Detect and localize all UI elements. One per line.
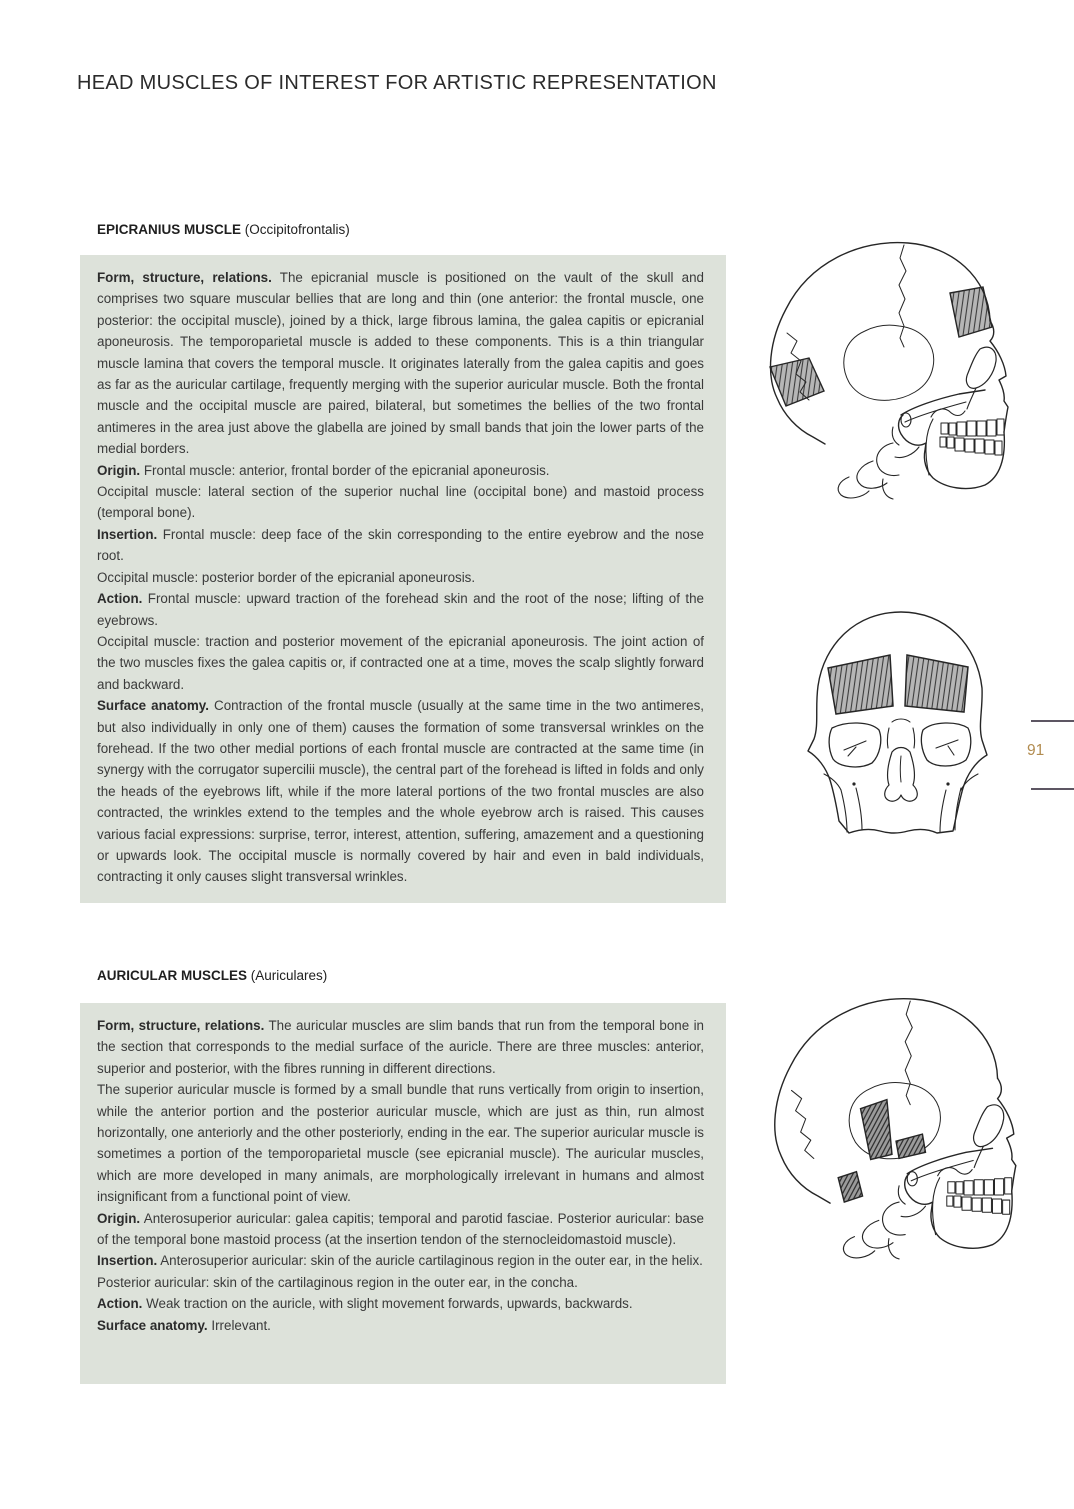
paragraph-text: Irrelevant. xyxy=(207,1317,271,1333)
paragraph-text: The epicranial muscle is positioned on the vault of the skull and comprises two square muscular bellies that are long and thin (one anterior: the frontal muscle, one posterior: the occipital muscle), joined by a thick, large fibrous lamina, the galea capitis or epicranial aponeurosis. The temporoparietal muscle is added to these components. This is a thin triangular muscle lamina that covers the temporal muscle. It originates laterally from the galea capitis and goes as far as the auricular cartilage, frequently merging with the superior auricular muscle. Both the frontal muscle and the occipital muscle are paired, bilateral, but sometimes the bellies of the two frontal antimeres in the area just above the glabella are joined by small bands that join the lower parts of the medial borders. xyxy=(97,270,704,457)
paragraph xyxy=(97,588,704,631)
paragraph xyxy=(97,1079,704,1207)
paragraph-text: The superior auricular muscle is formed by a small bundle that runs vertically from origin to insertion, while the anterior portion and the posterior auricular muscle, which are just as thin, run almost horizontally, one anteriorly and the other posteriorly, ending in the ear. The superior auricular muscle is sometimes a portion of the temporoparietal muscle (see epicranial muscle). The auricular muscles, which are more developed in many animals, are morphologically irrelevant in humans and almost insignificant from a functional point of view. xyxy=(97,1082,704,1205)
paragraph xyxy=(97,1315,704,1336)
paragraph-text: Occipital muscle: lateral section of the superior nuchal line (occipital bone) and mastoid process (temporal bone). xyxy=(97,484,704,521)
skull-lateral-epicranius-figure xyxy=(753,231,1021,509)
paragraph-lead: Insertion. xyxy=(97,526,158,542)
section-heading-epicranius xyxy=(97,222,717,237)
page-number: 91 xyxy=(1027,742,1045,759)
paragraph-text: Contraction of the frontal muscle (usually at the same time in the two antimeres, but also individually in only one of them) causes the formation of some transversal wrinkles on the forehead. If the two other medial portions of each frontal muscle are contracted at the same time (in synergy with the corrugator supercilii muscle), the central part of the forehead is lifted in folds and only the heads of the eyebrows lift, while if the more lateral portions of the two frontal muscles are also contracted, the wrinkles extend to the temples and the whole eyebrow arch is raised. This causes various facial expressions: surprise, terror, interest, attention, suffering, amazement and a questioning or upwards look. The occipital muscle is normally covered by hair and even in bald individuals, contracting it only causes slight transversal wrinkles. xyxy=(97,698,704,885)
frontal-muscle-patch xyxy=(950,287,992,337)
paragraph-lead: Form, structure, relations. xyxy=(97,270,272,285)
epicranius-text-panel xyxy=(80,255,726,903)
paragraph xyxy=(97,695,704,888)
paragraph-lead: Insertion. xyxy=(97,1253,158,1269)
paragraph xyxy=(97,1293,704,1314)
skull-frontal-illustration xyxy=(776,578,1026,878)
section-heading-auricular-latin: (Auriculares) xyxy=(247,968,328,983)
paragraph xyxy=(97,1250,704,1271)
skull-lateral-auricular-figure xyxy=(757,986,1029,1270)
paragraph-lead: Origin. xyxy=(97,462,141,478)
frontal-muscle-left-patch xyxy=(828,655,893,714)
section-heading-epicranius-latin: (Occipitofrontalis) xyxy=(241,222,350,237)
paragraph-text: Anterosuperior auricular: skin of the auricle cartilaginous region in the outer ear, in the helix. xyxy=(157,1253,703,1269)
paragraph xyxy=(97,460,704,481)
margin-rule-top xyxy=(1031,720,1074,722)
paragraph-lead: Origin. xyxy=(97,1210,141,1226)
paragraph-text: The auricular muscles are slim bands that run from the temporal bone in the section that corresponds to the medial surface of the auricle. There are three muscles: anterior, superior and posterior, with the fibres running in different directions. xyxy=(97,1018,704,1076)
paragraph xyxy=(97,524,704,567)
skull-frontal-epicranius-figure xyxy=(776,578,1026,878)
paragraph xyxy=(97,631,704,695)
paragraph-lead: Action. xyxy=(97,1296,143,1312)
paragraph xyxy=(97,481,704,524)
paragraph-lead: Action. xyxy=(97,591,143,607)
skull-lateral-illustration xyxy=(753,231,1021,509)
paragraph xyxy=(97,267,704,460)
paragraph-text: Weak traction on the auricle, with slight movement forwards, upwards, backwards. xyxy=(142,1296,633,1312)
posterior-auricular-muscle-patch xyxy=(838,1172,862,1202)
paragraph xyxy=(97,567,704,588)
anterior-auricular-muscle-patch xyxy=(896,1134,925,1158)
paragraph-text: Frontal muscle: deep face of the skin corresponding to the entire eyebrow and the nose root. xyxy=(97,526,704,564)
paragraph-text: Occipital muscle: posterior border of the epicranial aponeurosis. xyxy=(97,569,476,585)
auricular-text-panel xyxy=(80,1003,726,1384)
skull-lateral-illustration xyxy=(757,986,1029,1270)
section-heading-auricular-name: AURICULAR MUSCLES xyxy=(97,968,247,983)
superior-auricular-muscle-patch xyxy=(861,1100,892,1160)
section-heading-auricular xyxy=(97,968,717,983)
margin-rule-bottom xyxy=(1031,788,1074,790)
paragraph xyxy=(97,1272,704,1293)
paragraph-text: Occipital muscle: traction and posterior movement of the epicranial aponeurosis. The joint action of the two muscles fixes the galea capitis or, if contracted one at a time, moves the scalp slightly forward and backward. xyxy=(97,633,704,692)
frontal-muscle-right-patch xyxy=(905,655,968,712)
paragraph-text: Frontal muscle: upward traction of the forehead skin and the root of the nose; lifting of the eyebrows. xyxy=(97,591,704,628)
paragraph-lead: Form, structure, relations. xyxy=(97,1018,265,1033)
occipital-muscle-patch xyxy=(770,358,824,406)
paragraph-text: Anterosuperior auricular: galea capitis; temporal and parotid fasciae. Posterior auricular: base of the temporal bone mastoid process (at the insertion tendon of the sternocleidomastoid muscle). xyxy=(97,1210,704,1248)
paragraph-text: Posterior auricular: skin of the cartilaginous region in the outer ear, in the concha. xyxy=(97,1274,578,1290)
paragraph-text: Frontal muscle: anterior, frontal border of the epicranial aponeurosis. xyxy=(140,462,550,478)
paragraph-lead: Surface anatomy. xyxy=(97,1317,208,1333)
paragraph xyxy=(97,1015,704,1079)
section-heading-epicranius-name: EPICRANIUS MUSCLE xyxy=(97,222,242,237)
page-title: HEAD MUSCLES OF INTEREST FOR ARTISTIC REPRESENTATION xyxy=(77,72,717,94)
paragraph xyxy=(97,1208,704,1251)
paragraph-lead: Surface anatomy. xyxy=(97,698,209,714)
